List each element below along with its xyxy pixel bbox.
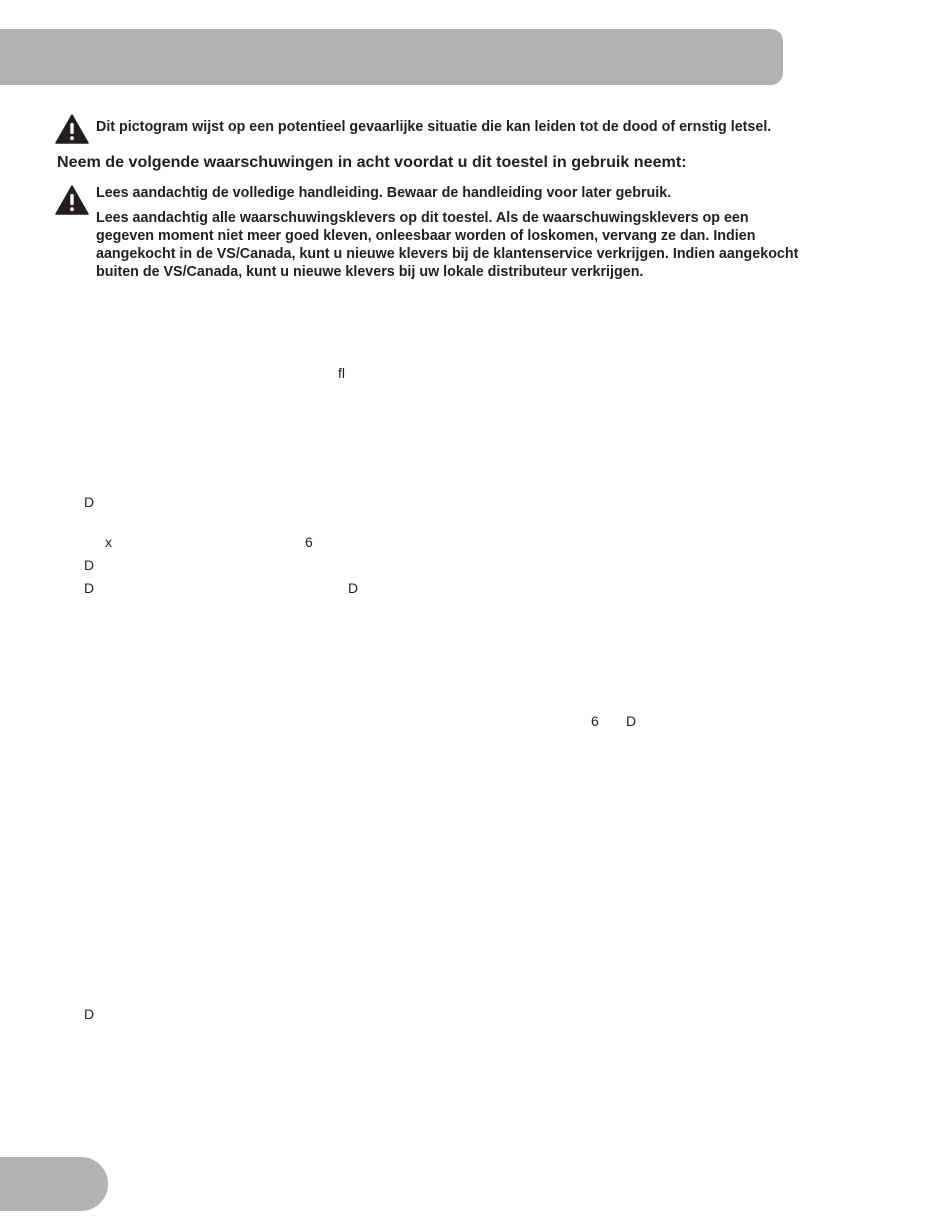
text-fragment: D	[84, 557, 95, 573]
warning-item-labels-line: gegeven moment niet meer goed kleven, onleesbaar worden of loskomen, vervang ze dan. Indien	[96, 228, 756, 244]
text-fragment: 6	[305, 534, 313, 550]
text-fragment: 6	[591, 713, 599, 729]
header-bar	[0, 29, 783, 85]
warning-item-manual: Lees aandachtig de volledige handleiding. Bewaar de handleiding voor later gebruik.	[96, 185, 672, 201]
text-fragment: D	[626, 713, 637, 729]
legend-text: Dit pictogram wijst op een potentieel gevaarlijke situatie die kan leiden tot de dood of ernstig letsel.	[96, 119, 772, 135]
warning-item-labels-line: buiten de VS/Canada, kunt u nieuwe klevers bij uw lokale distributeur verkrijgen.	[96, 264, 644, 280]
text-fragment: D	[84, 1006, 95, 1022]
text-fragment: ﬂ	[338, 365, 345, 381]
text-fragment: D	[84, 580, 95, 596]
text-fragment: D	[84, 494, 95, 510]
warning-item-labels-line: aangekocht in de VS/Canada, kunt u nieuwe klevers bij de klantenservice verkrijgen. Indien aangekocht	[96, 246, 799, 262]
intro-heading: Neem de volgende waarschuwingen in acht voordat u dit toestel in gebruik neemt:	[57, 153, 687, 171]
warning-item-labels-line: Lees aandachtig alle waarschuwingsklevers op dit toestel. Als de waarschuwingsklevers op een	[96, 210, 749, 226]
warning-triangle-icon	[55, 114, 89, 144]
warning-triangle-icon	[55, 185, 89, 215]
text-fragment: D	[348, 580, 359, 596]
text-fragment: x	[105, 534, 112, 550]
page-number-tab	[0, 1157, 108, 1211]
warning-item-labels	[96, 209, 798, 281]
